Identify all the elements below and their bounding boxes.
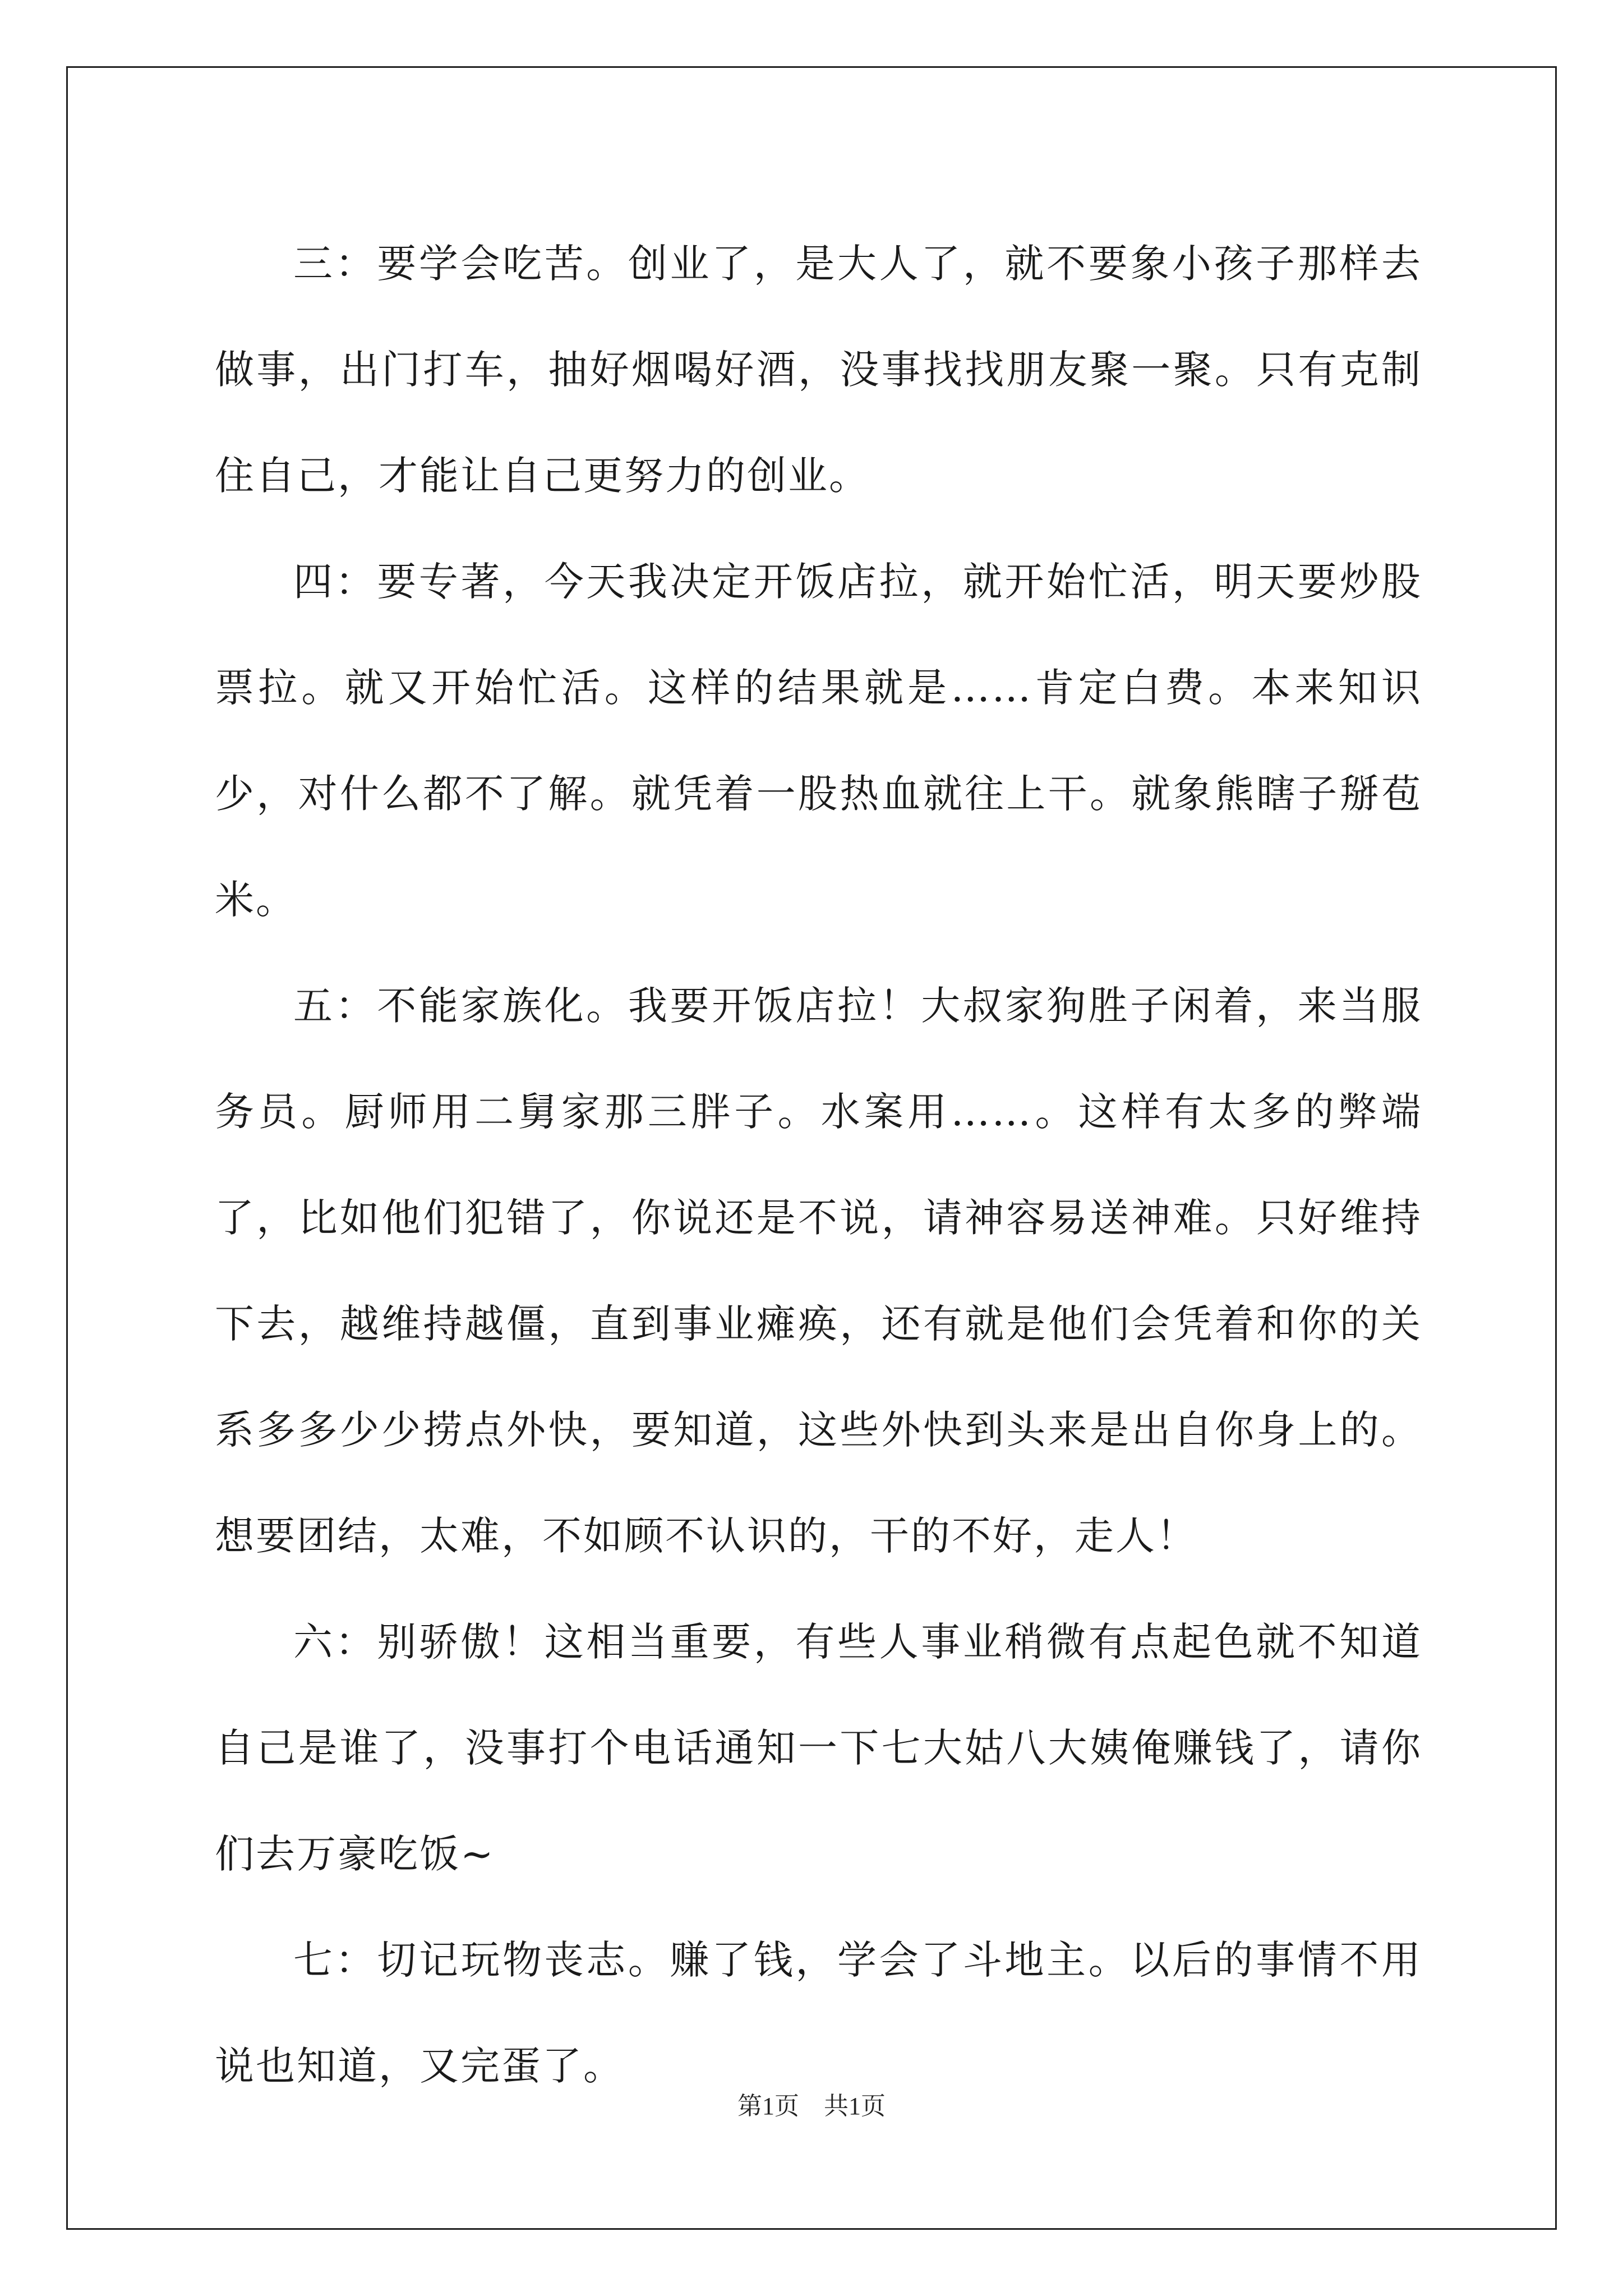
paragraph-4: 四：要专著，今天我决定开饭店拉，就开始忙活，明天要炒股票拉。就又开始忙活。这样的结果就是……肯定白费。本来知识少，对什么都不了解。就凭着一股热血就往上干。就象熊瞎子掰苞米。 bbox=[215, 559, 1422, 923]
document-body bbox=[215, 211, 1422, 2119]
paragraph-3: 三：要学会吃苦。创业了，是大人了，就不要象小孩子那样去做事，出门打车，抽好烟喝好酒，没事找找朋友聚一聚。只有克制住自己，才能让自己更努力的创业。 bbox=[215, 241, 1422, 499]
page-footer: 第1页 共1页 bbox=[737, 2092, 886, 2120]
paragraph-7: 七：切记玩物丧志。赚了钱，学会了斗地主。以后的事情不用说也知道，又完蛋了。 bbox=[215, 1937, 1422, 2089]
paragraph-6: 六：别骄傲！这相当重要，有些人事业稍微有点起色就不知道自己是谁了，没事打个电话通知一下七大姑八大姨俺赚钱了，请你们去万豪吃饭~ bbox=[215, 1619, 1422, 1877]
paragraph-5: 五：不能家族化。我要开饭店拉！大叔家狗胜子闲着，来当服务员。厨师用二舅家那三胖子。水案用……。这样有太多的弊端了，比如他们犯错了，你说还是不说，请神容易送神难。只好维持下去，越维持越僵，直到事业瘫痪，还有就是他们会凭着和你的关系多多少少捞点外快，要知道，这些外快到头来是出自你身上的。想要团结，太难，不如顾不认识的，干的不好，走人！ bbox=[215, 983, 1422, 1559]
